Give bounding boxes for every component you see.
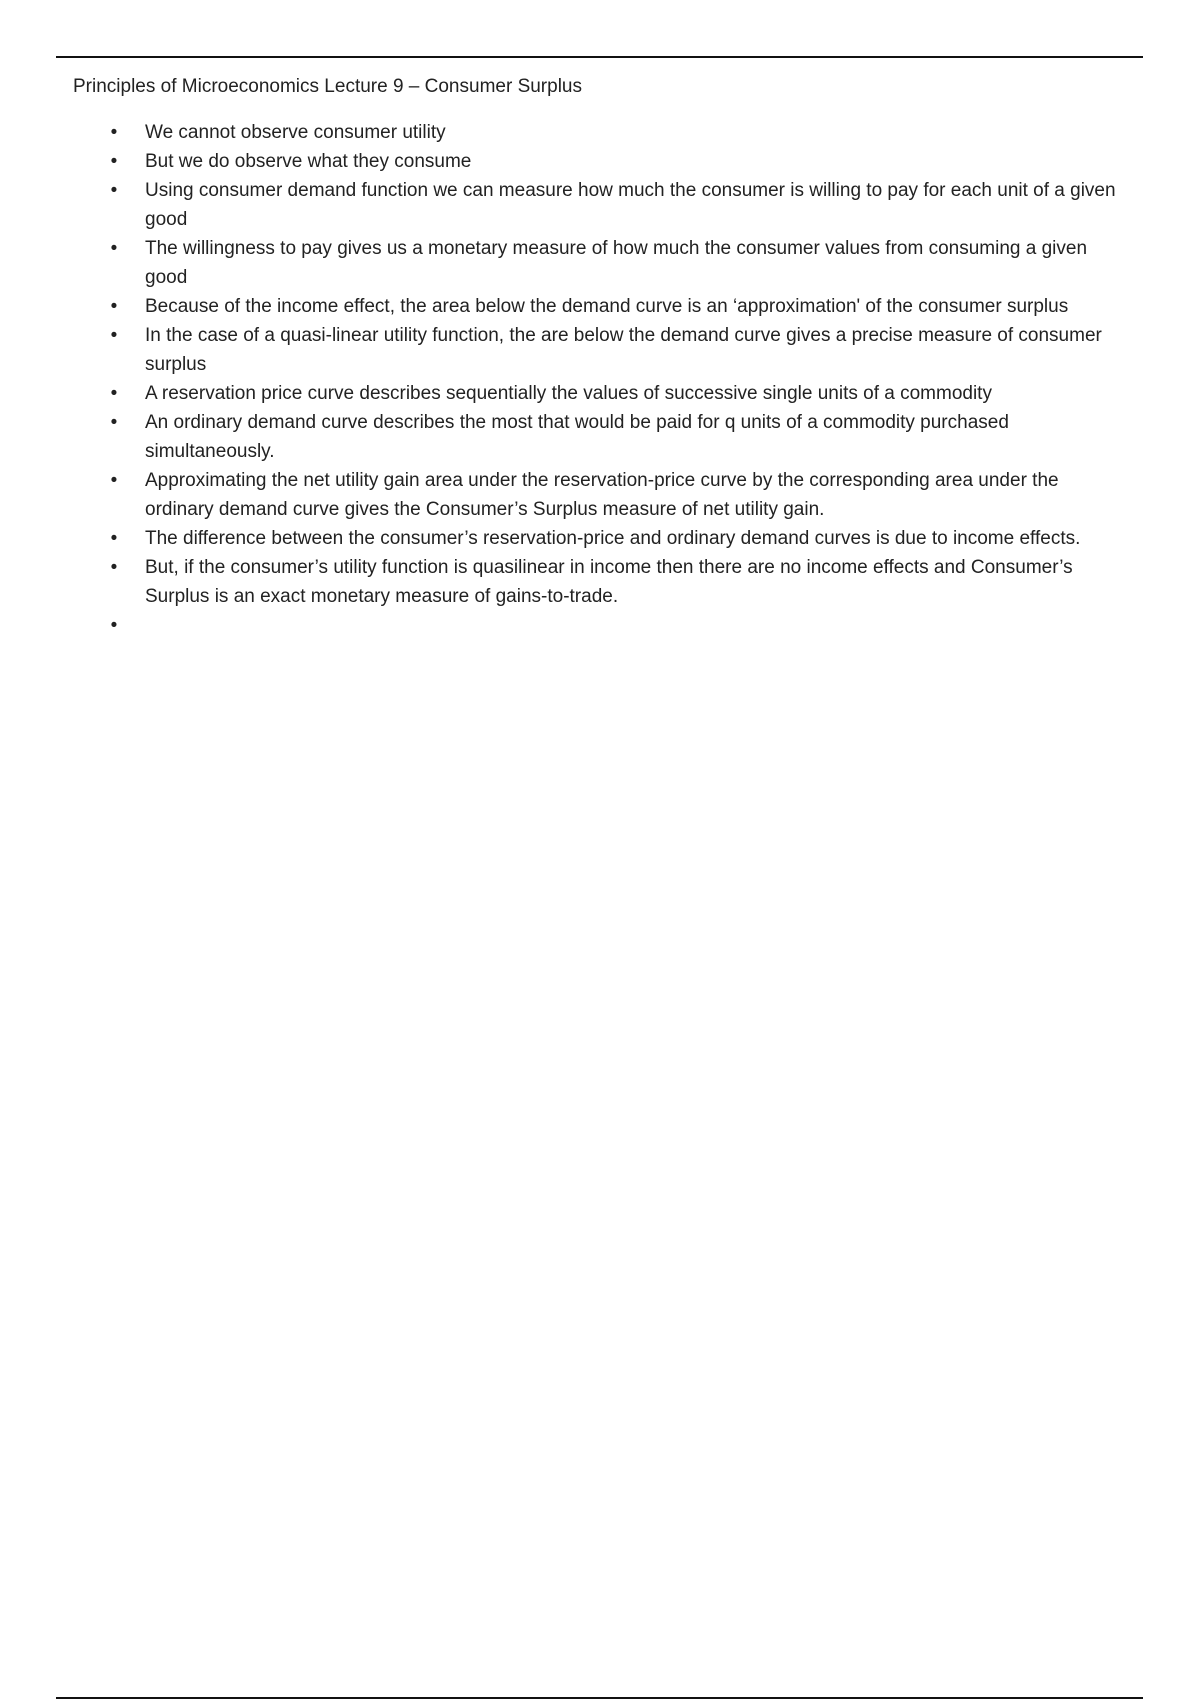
list-item-empty <box>0 611 1125 640</box>
list-item <box>0 176 1125 234</box>
top-rule <box>56 56 1143 58</box>
list-item-text: But, if the consumer’s utility function is quasilinear in income then there are no income effects and Consumer’s Surplus is an exact monetary measure of gains-to-trade. <box>145 557 1073 607</box>
bullet-icon: • <box>110 325 118 346</box>
list-item-text: But we do observe what they consume <box>145 151 472 172</box>
bullet-icon: • <box>110 151 118 172</box>
list-item <box>0 118 1125 147</box>
list-item-text: The willingness to pay gives us a monetary measure of how much the consumer values from consuming a given good <box>145 238 1088 288</box>
page-title: Principles of Microeconomics Lecture 9 – Consumer Surplus <box>73 76 582 97</box>
bullet-icon: • <box>110 528 118 549</box>
list-item <box>0 379 1125 408</box>
list-item-text <box>145 611 1125 640</box>
list-item-text: Because of the income effect, the area below the demand curve is an ‘approximation' of the consumer surplus <box>145 296 1069 317</box>
list-item <box>0 553 1125 611</box>
bullet-list <box>0 118 1200 640</box>
list-item-text: The difference between the consumer’s reservation-price and ordinary demand curves is due to income effects. <box>145 528 1081 549</box>
bullet-icon: • <box>110 296 118 317</box>
list-item-text: A reservation price curve describes sequentially the values of successive single units of a commodity <box>145 383 992 404</box>
list-item <box>0 292 1125 321</box>
list-item-text: Using consumer demand function we can measure how much the consumer is willing to pay for each unit of a given good <box>145 180 1116 230</box>
bullet-icon: • <box>110 238 118 259</box>
bullet-icon: • <box>110 412 118 433</box>
bullet-icon: • <box>110 383 118 404</box>
bullet-icon: • <box>110 615 118 636</box>
list-item <box>0 466 1125 524</box>
list-item-text: In the case of a quasi-linear utility function, the are below the demand curve gives a precise measure of consumer surplus <box>145 325 1102 375</box>
list-item-text: We cannot observe consumer utility <box>145 122 446 143</box>
bullet-icon: • <box>110 122 118 143</box>
list-item <box>0 234 1125 292</box>
list-item-text: An ordinary demand curve describes the most that would be paid for q units of a commodity purchased simultaneously. <box>145 412 1009 462</box>
list-item-text: Approximating the net utility gain area under the reservation-price curve by the corresponding area under the ordinary demand curve gives the Consumer’s Surplus measure of net utility gain. <box>145 470 1059 520</box>
bullet-icon: • <box>110 470 118 491</box>
list-item <box>0 524 1125 553</box>
bottom-rule <box>56 1697 1143 1699</box>
list-item <box>0 147 1125 176</box>
list-item <box>0 408 1125 466</box>
list-item <box>0 321 1125 379</box>
bullet-icon: • <box>110 557 118 578</box>
bullet-icon: • <box>110 180 118 201</box>
